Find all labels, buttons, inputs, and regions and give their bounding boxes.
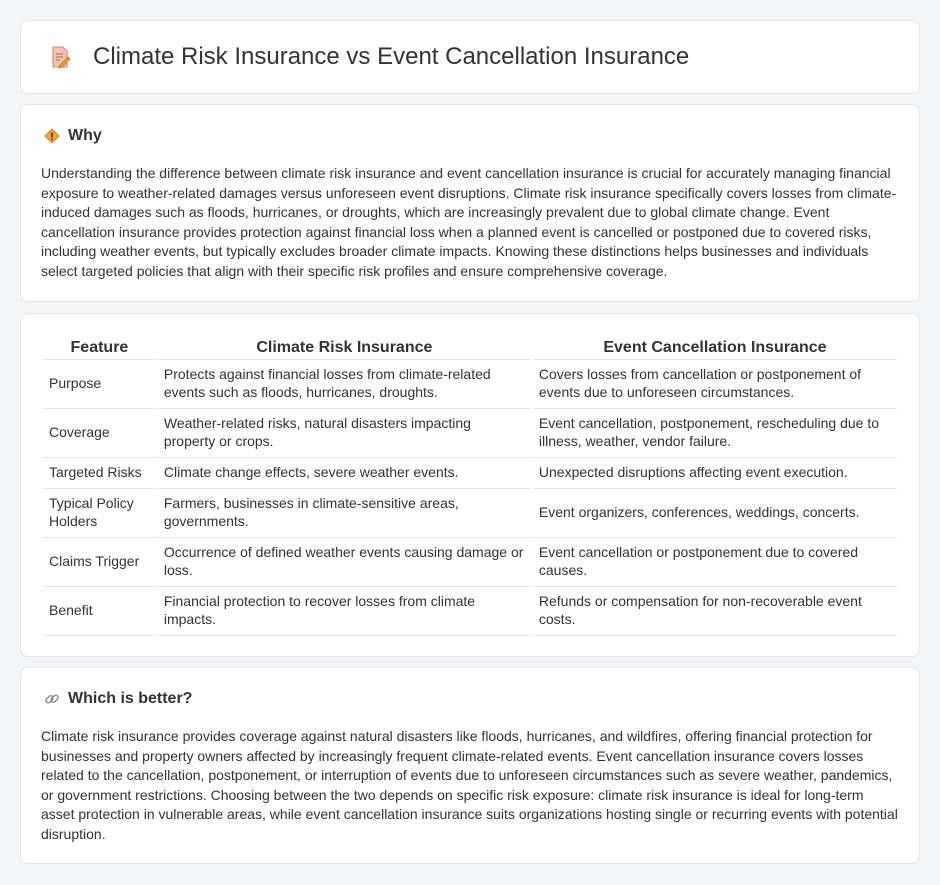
comparison-table bbox=[41, 337, 899, 636]
better-text: Climate risk insurance provides coverage against natural disasters like floods, hurricanes, and wildfires, offering financial protection for businesses and property owners affected by increasingly frequent climate-related events. Event cancellation insurance covers losses related to the cancellation, postponement, or interruption of events due to unforeseen circumstances such as severe weather, pandemics, or government restrictions. Choosing between the two depends on specific risk exposure: climate risk insurance is ideal for long-term asset protection in vulnerable areas, while event cancellation insurance suits organizations hosting single or recurring events with potential disruption. bbox=[41, 728, 898, 842]
climate-cell: Weather-related risks, natural disasters impacting property or crops. bbox=[158, 409, 531, 458]
feature-cell: Coverage bbox=[43, 409, 156, 458]
event-cell: Unexpected disruptions affecting event execution. bbox=[533, 458, 897, 489]
better-title: Which is better? bbox=[68, 690, 193, 707]
event-cell: Covers losses from cancellation or postponement of events due to unforeseen circumstances. bbox=[533, 360, 897, 409]
event-cell: Event cancellation or postponement due to covered causes. bbox=[533, 538, 897, 587]
table-row bbox=[43, 587, 897, 636]
which-is-better-section bbox=[20, 667, 920, 864]
why-section bbox=[20, 104, 920, 302]
climate-cell: Occurrence of defined weather events causing damage or loss. bbox=[158, 538, 531, 587]
comparison-section bbox=[20, 313, 920, 657]
better-heading bbox=[43, 690, 192, 708]
title-card bbox=[20, 20, 920, 94]
table-row bbox=[43, 360, 897, 409]
why-title: Why bbox=[68, 127, 102, 144]
table-row bbox=[43, 409, 897, 458]
feature-cell: Typical Policy Holders bbox=[43, 489, 156, 538]
table-row bbox=[43, 489, 897, 538]
header-feature: Feature bbox=[43, 337, 156, 360]
event-cell: Refunds or compensation for non-recoverable event costs. bbox=[533, 587, 897, 636]
event-cell: Event cancellation, postponement, rescheduling due to illness, weather, vendor failure. bbox=[533, 409, 897, 458]
header-climate-risk: Climate Risk Insurance bbox=[158, 337, 531, 360]
document-pencil-icon bbox=[47, 44, 73, 70]
climate-cell: Climate change effects, severe weather events. bbox=[158, 458, 531, 489]
header-event-cancellation: Event Cancellation Insurance bbox=[533, 337, 897, 360]
feature-cell: Purpose bbox=[43, 360, 156, 409]
feature-cell: Benefit bbox=[43, 587, 156, 636]
climate-cell: Financial protection to recover losses from climate impacts. bbox=[158, 587, 531, 636]
climate-cell: Farmers, businesses in climate-sensitive areas, governments. bbox=[158, 489, 531, 538]
event-cell: Event organizers, conferences, weddings, concerts. bbox=[533, 489, 897, 538]
climate-cell: Protects against financial losses from climate-related events such as floods, hurricanes, droughts. bbox=[158, 360, 531, 409]
table-row bbox=[43, 458, 897, 489]
link-icon bbox=[43, 690, 61, 708]
table-header-row bbox=[43, 337, 897, 360]
feature-cell: Targeted Risks bbox=[43, 458, 156, 489]
table-row bbox=[43, 538, 897, 587]
why-text: Understanding the difference between climate risk insurance and event cancellation insurance is crucial for accurately managing financial exposure to weather-related damages versus unforeseen event disruptions. Climate risk insurance specifically covers losses from climate-induced damages such as floods, hurricanes, or droughts, which are increasingly prevalent due to global climate change. Event cancellation insurance provides protection against financial loss when a planned event is cancelled or postponed due to covered risks, including weather events, but typically excludes broader climate impacts. Knowing these distinctions helps businesses and individuals select targeted policies that align with their specific risk profiles and ensure comprehensive coverage. bbox=[41, 165, 897, 279]
why-heading bbox=[43, 127, 102, 145]
diamond-sign-icon bbox=[43, 127, 61, 145]
page-title: Climate Risk Insurance vs Event Cancellation Insurance bbox=[93, 43, 690, 70]
feature-cell: Claims Trigger bbox=[43, 538, 156, 587]
title-row bbox=[21, 21, 919, 93]
